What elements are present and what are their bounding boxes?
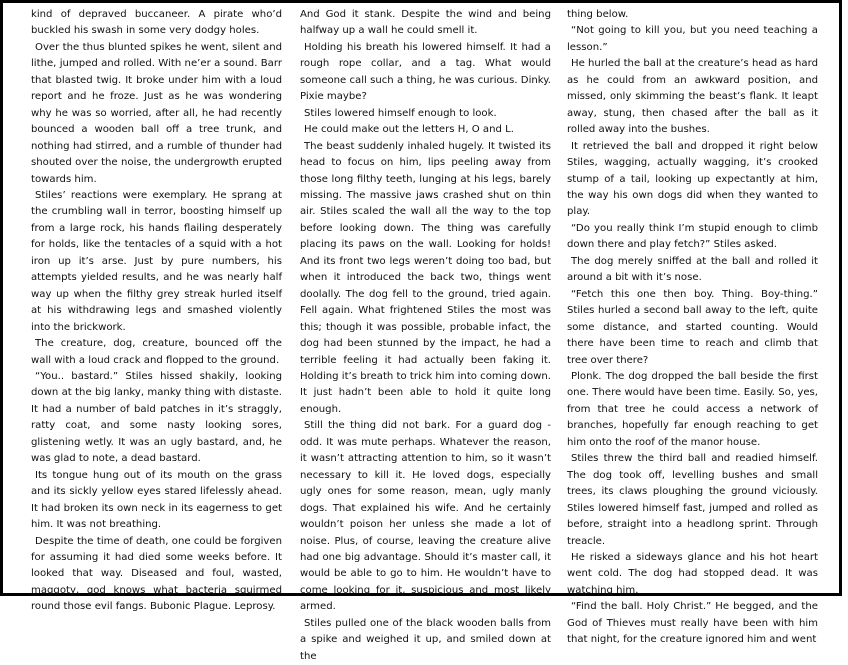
paragraph: The creature, dog, creature, bounced off the wall with a loud crack and flopped to the ground. — [31, 338, 282, 366]
paragraph: Holding his breath his lowered himself. It had a rough rope collar, and a tag. What would someone call such a thing, he was curious. Dinky. Pixie maybe? — [300, 41, 551, 103]
text-column-3 — [567, 7, 818, 649]
paragraph: The beast suddenly inhaled hugely. It twisted its head to focus on him, lips peeling away from those long filthy teeth, lunging at his legs, barely missing. The massive jaws crashed shut on thin air. Stiles scaled the wall all the way to the top before looking down. The thing was carefully placing its paws on the wall. Looking for holds! And its front two legs weren’t doing too bad, but when it introduced the back two, things went doolally. The dog fell to the ground, tried again. Fell again. What frightened Stiles the most was this; though it was possible, probable infact, the dog had been stunned by the impact, he had a terrible feeling it had actually been faking it. Holding it’s breath to trick him into coming down. It just hadn’t been able to hold it quite long enough. — [300, 140, 551, 415]
paragraph: It retrieved the ball and dropped it right below Stiles, wagging, actually wagging, it’s crooked stump of a tail, looking up expectantly at him, the way his own dogs did when they wanted to play. — [567, 140, 818, 218]
paragraph: Stiles lowered himself enough to look. — [304, 107, 497, 119]
paragraph: “Find the ball. Holy Christ.” He begged, and the God of Thieves must really have been with him that night, for the creature ignored him and went — [567, 601, 818, 646]
paragraph: Still the thing did not bark. For a guard dog - odd. It was mute perhaps. Whatever the reason, it wasn’t attracting attention to him, so it wasn’t necessary to kill it. He loved dogs, especially ugly ones for some reason, mean, ugly manly dogs. That explained his wife. And he certainly wouldn’t poison her unless she made a lot of noise. Plus, of course, leaving the creature alive had one big advantage. Should it’s master call, it would be able to go to him. He wouldn’t have to come looking for it, suspicious and most likely armed. — [300, 420, 551, 613]
text-column-2 — [300, 7, 551, 665]
paragraph: Despite the time of death, one could be forgiven for assuming it had died some weeks before. It looked that way. Diseased and foul, wasted, maggoty, god knows what bacteria squirmed round those evil fangs. Bubonic Plague. Leprosy. — [31, 535, 282, 613]
paragraph: thing below. — [567, 9, 629, 20]
paragraph: Plonk. The dog dropped the ball beside the first one. There would have been time. Easily. So, yes, from that tree he could access a network of branches, hopefully far enough reaching to get him onto the roof of the manor house. — [567, 370, 818, 448]
text-column-1 — [31, 7, 282, 616]
paragraph: kind of depraved buccaneer. A pirate who’d buckled his swash in some very dodgy holes. — [31, 9, 282, 37]
paragraph: He hurled the ball at the creature’s head as hard as he could from an awkward position, and missed, only skimming the beast’s flank. It leapt away, stung, then chased after the ball as it rolled away into the bushes. — [567, 58, 818, 136]
paragraph: He could make out the letters H, O and L. — [304, 124, 514, 136]
paragraph: Stiles’ reactions were exemplary. He sprang at the crumbling wall in terror, boosting himself up from a large rock, his hands flailing desperately for holds, like the tentacles of a squid with a hot iron up it’s arse. Just by pure numbers, his attempts yielded results, and he was nearly half way up when the filthy grey streak hurled itself at his withdrawing legs and smashed violently into the brickwork. — [31, 189, 282, 333]
paragraph: The dog merely sniffed at the ball and rolled it around a bit with it’s nose. — [567, 255, 818, 284]
paragraph: “Fetch this one then boy. Thing. Boy-thing.” Stiles hurled a second ball away to the left, quite some distance, and started counting. Would there have been time to reach and climb that tree over there? — [567, 288, 818, 366]
paragraph: “You.. bastard.” Stiles hissed shakily, looking down at the big lanky, manky thing with distaste. It had a number of bald patches in it’s straggly, ratty coat, and some nasty looking sores, glistening wetly. It was an ugly bastard, and, he was glad to note, a dead bastard. — [31, 370, 282, 465]
paragraph: Over the thus blunted spikes he went, silent and lithe, jumped and rolled. With ne’er a sound. Barr that blasted twig. It broke under him with a loud report and he froze. Just as he was wondering why he was so worried, after all, he had recently bounced a wooden ball off a tree trunk, and nothing had stirred, and a rumble of thunder had shouted over the noise, the undergrowth erupted towards him. — [31, 41, 282, 185]
paragraph: “Do you really think I’m stupid enough to climb down there and play fetch?” Stiles asked. — [567, 222, 818, 251]
paragraph: Stiles pulled one of the black wooden balls from a spike and weighed it up, and smiled down at the — [300, 617, 551, 662]
paragraph: Stiles threw the third ball and readied himself. The dog took off, levelling bushes and small trees, its claws ploughing the ground viciously. Stiles lowered himself fast, jumped and rolled as before, straight into a headlong sprint. Through treacle. — [567, 453, 818, 547]
paragraph: And God it stank. Despite the wind and being halfway up a wall he could smell it. — [300, 9, 551, 37]
paragraph: Its tongue hung out of its mouth on the grass and its sickly yellow eyes stared lifelessly ahead. It had broken its own neck in its eagerness to get him. It was not breathing. — [31, 469, 282, 531]
paragraph: “Not going to kill you, but you need teaching a lesson.” — [567, 25, 818, 53]
paragraph: He risked a sideways glance and his hot heart went cold. The dog had stopped dead. It was watching him. — [567, 551, 818, 596]
